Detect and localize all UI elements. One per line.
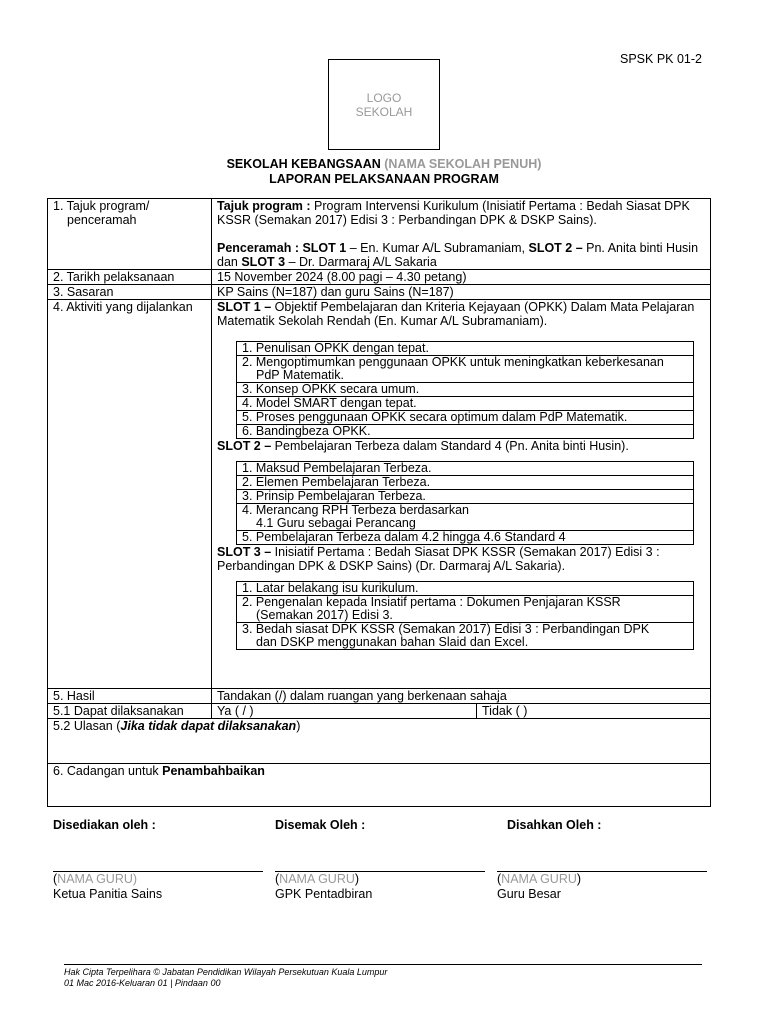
signature-heading: Disahkan Oleh :	[507, 818, 602, 832]
list-item-line: 4. Merancang RPH Terbeza berdasarkan	[242, 503, 469, 517]
slot3-label: SLOT 3 –	[217, 545, 272, 559]
signature-name: (NAMA GURU)	[275, 872, 360, 886]
option-no[interactable]: Tidak ( )	[482, 704, 528, 718]
row-value: Tandakan (/) dalam ruangan yang berkenaan sahaja	[212, 689, 711, 704]
program-title-label: Tajuk program :	[217, 199, 311, 213]
slot2-description	[217, 439, 705, 453]
school-logo-placeholder	[328, 59, 440, 150]
list-item	[237, 397, 694, 411]
list-item-text: 1. Latar belakang isu kurikulum.	[237, 582, 694, 596]
list-item	[237, 623, 694, 650]
list-item-text	[237, 623, 694, 650]
list-item-text: 2. Elemen Pembelajaran Terbeza.	[237, 476, 694, 490]
slot1-text: Objektif Pembelajaran dan Kriteria Kejayaan (OPKK) Dalam Mata Pelajaran Matematik Sekolah Rendah (En. Kumar A/L Subramaniam).	[217, 300, 695, 328]
speaker-3: – Dr. Darmaraj A/L Sakaria	[285, 255, 437, 269]
list-item	[237, 462, 694, 476]
table-row	[48, 300, 711, 689]
list-item-text: 3. Konsep OPKK secara umum.	[237, 383, 694, 397]
signature-approved-by	[497, 818, 707, 902]
signature-prepared-by	[53, 818, 263, 902]
speakers	[217, 241, 705, 269]
logo-text-line2: SEKOLAH	[355, 104, 413, 119]
list-item	[237, 596, 694, 623]
report-table	[47, 198, 711, 807]
review-cell[interactable]	[48, 719, 711, 764]
signature-heading: Disediakan oleh :	[53, 818, 156, 832]
table-row	[48, 285, 711, 300]
slot3-description	[217, 545, 705, 573]
list-item-text: 1. Maksud Pembelajaran Terbeza.	[237, 462, 694, 476]
document-code: SPSK PK 01-2	[620, 52, 702, 66]
slot1-items-table	[236, 341, 694, 439]
table-row	[48, 270, 711, 285]
slot3-text: Inisiatif Pertama : Bedah Siasat DPK KSSR (Semakan 2017) Edisi 3 : Perbandingan DPK & DSKP Sains) (Dr. Darmaraj A/L Sakaria).	[217, 545, 660, 573]
activities-cell	[212, 300, 711, 689]
signature-role: Guru Besar	[497, 887, 561, 901]
list-item-text: 3. Prinsip Pembelajaran Terbeza.	[237, 490, 694, 504]
list-item-line: PdP Matematik.	[256, 368, 345, 382]
program-title-text: Program Intervensi Kurikulum (Inisiatif Pertama : Bedah Siasat DPK KSSR (Semakan 2017) Edisi 3 : Perbandingan DPK & DSKP Sains).	[217, 199, 690, 227]
list-item	[237, 504, 694, 531]
slot2-label: SLOT 2 –	[528, 241, 583, 255]
footer	[64, 967, 387, 989]
table-row	[48, 689, 711, 704]
slot2-text: Pembelajaran Terbeza dalam Standard 4 (Pn. Anita binti Husin).	[271, 439, 629, 453]
implementation-choice-cell	[212, 704, 711, 719]
signature-name: (NAMA GURU)	[53, 872, 138, 886]
signature-line[interactable]	[53, 832, 263, 872]
list-item-line: 2. Mengoptimumkan penggunaan OPKK untuk meningkatkan keberkesanan	[242, 355, 664, 369]
footer-copyright: Hak Cipta Terpelihara © Jabatan Pendidikan Wilayah Persekutuan Kuala Lumpur	[64, 967, 388, 977]
table-row	[48, 719, 711, 764]
list-item	[237, 582, 694, 596]
row-label: 4. Aktiviti yang dijalankan	[48, 300, 212, 689]
table-row	[48, 704, 711, 719]
school-name-heading	[0, 157, 768, 171]
review-label: 5.2 Ulasan (	[53, 719, 121, 733]
signature-role: GPK Pentadbiran	[275, 887, 373, 901]
list-item	[237, 411, 694, 425]
list-item-line: 3. Bedah siasat DPK KSSR (Semakan 2017) Edisi 3 : Perbandingan DPK	[242, 622, 650, 636]
slot1-description	[217, 300, 705, 328]
program-title	[217, 199, 705, 227]
review-condition: Jika tidak dapat dilaksanakan	[120, 719, 297, 733]
speakers-label: Penceramah : SLOT 1	[217, 241, 347, 255]
slot3-items-table	[236, 581, 694, 650]
row-label: penceramah	[67, 213, 137, 227]
list-item-text: 4. Model SMART dengan tepat.	[237, 397, 694, 411]
slot2-label: SLOT 2 –	[217, 439, 272, 453]
footer-divider	[64, 964, 702, 965]
list-item	[237, 383, 694, 397]
list-item	[237, 356, 694, 383]
row-label: 3. Sasaran	[48, 285, 212, 300]
signature-heading: Disemak Oleh :	[275, 818, 366, 832]
school-name-placeholder: (NAMA SEKOLAH PENUH)	[384, 157, 542, 171]
speaker-2: Pn. Anita binti Husin dan	[217, 241, 699, 269]
improvement-label-bold: Penambahbaikan	[162, 764, 265, 778]
row-label: 5.1 Dapat dilaksanakan	[48, 704, 212, 719]
row-label-cell	[48, 199, 212, 270]
list-item	[237, 531, 694, 545]
review-label-close: )	[296, 719, 301, 733]
improvement-cell[interactable]	[48, 764, 711, 807]
row-label: 2. Tarikh pelaksanaan	[48, 270, 212, 285]
list-item	[237, 342, 694, 356]
list-item-line: 2. Pengenalan kepada Insiatif pertama : Dokumen Penjajaran KSSR	[242, 595, 621, 609]
list-item	[237, 425, 694, 439]
name-placeholder: NAMA GURU)	[57, 872, 138, 886]
signature-line[interactable]	[497, 832, 707, 872]
list-item	[237, 490, 694, 504]
footer-version: 01 Mac 2016-Keluaran 01 | Pindaan 00	[64, 978, 221, 988]
speaker-1: – En. Kumar A/L Subramaniam,	[346, 241, 529, 255]
row-value: KP Sains (N=187) dan guru Sains (N=187)	[212, 285, 711, 300]
row-label: 1. Tajuk program/	[53, 199, 150, 213]
list-item-text: 1. Penulisan OPKK dengan tepat.	[237, 342, 694, 356]
list-item-line: dan DSKP menggunakan bahan Slaid dan Excel.	[256, 635, 529, 649]
table-row	[48, 199, 711, 270]
table-row	[48, 764, 711, 807]
list-item-line: 4.1 Guru sebagai Perancang	[256, 516, 416, 530]
list-item-text	[237, 356, 694, 383]
list-item	[237, 476, 694, 490]
school-label: SEKOLAH KEBANGSAAN	[226, 157, 381, 171]
list-item-text	[237, 596, 694, 623]
list-item-text	[237, 504, 694, 531]
list-item-text: 5. Proses penggunaan OPKK secara optimum dalam PdP Matematik.	[237, 411, 694, 425]
list-item-line: (Semakan 2017) Edisi 3.	[256, 608, 393, 622]
slot1-label: SLOT 1 –	[217, 300, 272, 314]
row-value-cell	[212, 199, 711, 270]
row-value: 15 November 2024 (8.00 pagi – 4.30 petang)	[212, 270, 711, 285]
improvement-label: 6. Cadangan untuk	[53, 764, 163, 778]
signature-name: (NAMA GURU)	[497, 872, 582, 886]
list-item-text: 6. Bandingbeza OPKK.	[237, 425, 694, 439]
slot2-items-table	[236, 461, 694, 545]
signature-line[interactable]	[275, 832, 485, 872]
name-placeholder: NAMA GURU	[279, 872, 355, 886]
signature-role: Ketua Panitia Sains	[53, 887, 163, 901]
name-placeholder: NAMA GURU	[501, 872, 577, 886]
signature-reviewed-by	[275, 818, 485, 902]
option-yes[interactable]: Ya ( / )	[212, 704, 477, 718]
row-label: 5. Hasil	[48, 689, 212, 704]
slot3-label: SLOT 3	[241, 255, 286, 269]
report-title: LAPORAN PELAKSANAAN PROGRAM	[269, 172, 499, 186]
list-item-text: 5. Pembelajaran Terbeza dalam 4.2 hingga 4.6 Standard 4	[237, 531, 694, 545]
logo-text-line1: LOGO	[366, 90, 402, 105]
